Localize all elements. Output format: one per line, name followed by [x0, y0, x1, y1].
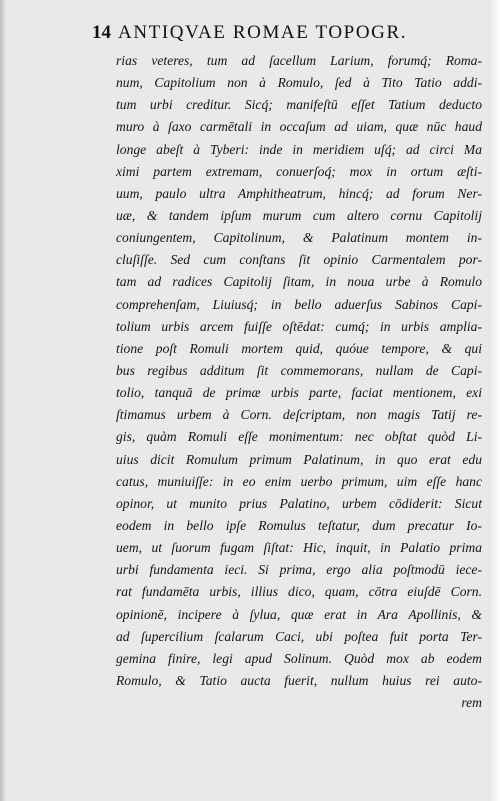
text-line: uum, paulo ultra Amphitheatrum, hincq́; ad forum Ner-	[116, 185, 482, 201]
text-line: uem, ut ſuorum fugam ſiſtat: Hic, inquit, in Palatio prima	[116, 540, 482, 556]
text-line: comprehenſam, Liuiusq́; in bello aduerſus Sabinos Capi-	[116, 296, 482, 312]
text-line: opinor, ut munito prius Palatino, urbem cōdiderit: Sicut	[116, 495, 482, 511]
text-line: cluſiſſe. Sed cum conſtans ſit opinio Carmentalem por-	[116, 252, 482, 268]
text-line: tione poſt Romuli mortem quid, quóue tempore, & qui	[116, 340, 482, 356]
text-line: coniungentem, Capitolinum, & Palatinum montem in-	[116, 230, 482, 246]
text-line: rat fundamēta urbis, illius dico, quam, cōtra eiuſdē Corn.	[116, 584, 482, 600]
text-line: uæ, & tandem ipſum murum cum altero cornu Capitolij	[116, 207, 482, 223]
text-line: tolium urbis arcem fuiſſe oſtēdat: cumq́; in urbis amplia-	[116, 318, 482, 334]
text-line: ſtimamus urbem à Corn. deſcriptam, non magis Tatij re-	[116, 407, 482, 423]
text-line: tum urbi creditur. Sicq́; manifeſtū eſſet Tatium deducto	[116, 97, 482, 113]
text-line: catus, muniuiſſe: in eo enim uerbo primum, uim eſſe hanc	[116, 473, 482, 489]
text-line: longe abeſt à Tyberi: inde in meridiem uſq́; ad circi Ma	[116, 141, 482, 157]
text-line: ad ſupercilium ſcalarum Caci, ubi poſtea fuit porta Ter-	[116, 628, 482, 644]
text-line: ximi partem extremam, conuerſoq́; mox in ortum æſti-	[116, 163, 482, 179]
text-line: opinionē, incipere à ſylua, quæ erat in Ara Apollinis, &	[116, 606, 482, 622]
text-line: rias veteres, tum ad ſacellum Larium, forumq́; Roma-	[116, 53, 482, 68]
page-number: 14	[92, 22, 111, 43]
text-line: bus regibus additum ſit commemorans, nullam de Capi-	[116, 362, 482, 378]
page-header	[92, 22, 488, 44]
text-line: tam ad radices Capitolij ſitam, in noua urbe à Romulo	[116, 274, 482, 290]
text-line: muro à ſaxo carmētali in occaſum ad uiam, quæ nūc haud	[116, 119, 482, 135]
text-line: uius dicit Romulum primum Palatinum, in quo erat edu	[116, 451, 482, 467]
text-line: num, Capitolium non à Romulo, ſed à Tito Tatio addi-	[116, 75, 482, 91]
text-line: gis, quàm Romuli eſſe monimentum: nec obſtat quòd Li-	[116, 429, 482, 445]
running-head: ANTIQVAE ROMAE TOPOGR.	[118, 22, 408, 43]
text-line: Romulo, & Tatio aucta fuerit, nullum huius rei auto-	[116, 672, 482, 688]
page-gutter-shadow	[0, 0, 6, 801]
body-text	[116, 50, 482, 714]
page-edge	[490, 0, 500, 801]
catchword: rem	[461, 695, 482, 711]
text-line: tolio, tanquā de primæ urbis parte, faciat mentionem, exi	[116, 385, 482, 401]
text-line: eodem in bello ipſe Romulus teſtatur, dum precatur Io-	[116, 517, 482, 533]
text-line: urbi fundamenta ieci. Si prima, ergo alia poſtmodū iece-	[116, 562, 482, 578]
text-line: gemina finire, legi apud Solinum. Quòd mox ab eodem	[116, 650, 482, 666]
